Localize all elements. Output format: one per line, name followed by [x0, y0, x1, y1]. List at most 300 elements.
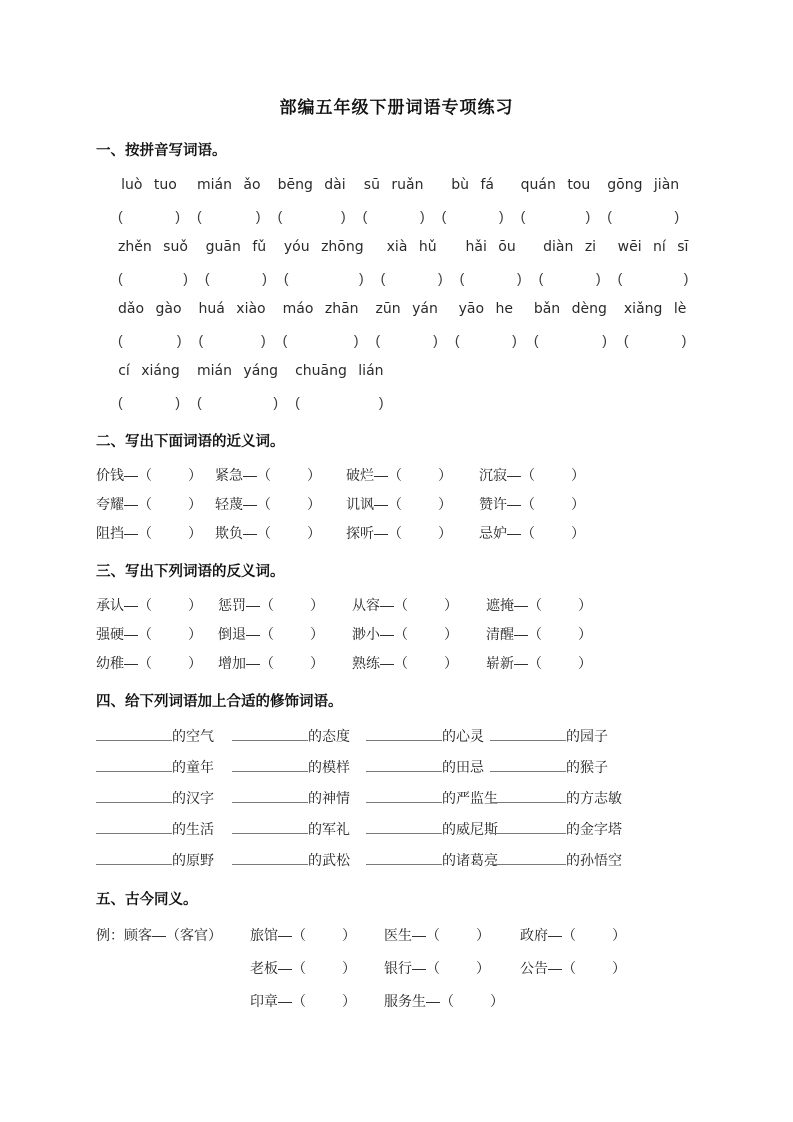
dash-paren-open: —（: [514, 597, 542, 613]
pinyin-text: mián ǎo: [197, 177, 261, 193]
word-item: [479, 519, 697, 548]
word-item: [250, 919, 384, 952]
word-item: [218, 649, 352, 678]
paren-open: (: [197, 208, 202, 224]
answer-blank: [284, 263, 364, 294]
answer-blank: [278, 201, 346, 232]
answer-blank-line: [490, 789, 566, 803]
paren-close: ）: [307, 496, 321, 512]
word-item: [215, 519, 346, 548]
answer-blank: [118, 387, 180, 418]
word-label: 的童年: [172, 759, 214, 775]
pinyin-cell: [618, 232, 689, 294]
pinyin-cell: [442, 170, 504, 232]
word-label: 的方志敏: [566, 790, 622, 806]
paren-close: ): [176, 332, 182, 348]
modifier-item: [366, 783, 498, 814]
section5-heading: 五、古今同义。: [96, 892, 198, 908]
word-item: [486, 620, 697, 649]
pinyin-text: mián yáng: [197, 363, 279, 379]
word-label: 价钱: [96, 467, 124, 483]
word-label: 熟练: [352, 655, 380, 671]
word-item: [346, 461, 479, 490]
modifier-item: [490, 721, 697, 752]
antonym-row-3: [96, 649, 697, 678]
antonym-row-1: [96, 591, 697, 620]
paren-close: ): [585, 208, 591, 224]
answer-blank: [363, 201, 425, 232]
section2-heading: 二、写出下面词语的近义词。: [96, 434, 285, 450]
word-label: 轻蔑: [215, 496, 243, 512]
paren-open: (: [197, 394, 202, 410]
modifier-item: [366, 721, 490, 752]
word-label: 的空气: [172, 728, 214, 744]
paren-close: ): [260, 332, 266, 348]
word-item: [250, 985, 384, 1018]
answer-blank-line: [232, 789, 308, 803]
pinyin-cell: [460, 232, 522, 294]
ancient-row-3: [250, 985, 697, 1018]
synonym-row-3: [96, 519, 697, 548]
dash-paren-open: —（: [380, 655, 408, 671]
word-item: [215, 461, 346, 490]
paren-close: ）: [444, 655, 458, 671]
dash-paren-open: —（: [507, 467, 535, 483]
paren-close: ): [602, 332, 607, 348]
dash-paren-open: —（: [514, 655, 542, 671]
word-label: 强硬: [96, 626, 124, 642]
answer-blank-line: [96, 820, 172, 834]
answer-blank-line: [96, 851, 172, 865]
pinyin-text: xià hǔ: [386, 239, 437, 255]
paren-open: (: [118, 332, 123, 348]
paren-close: ): [175, 208, 180, 224]
paren-open: (: [118, 208, 123, 224]
answer-blank-line: [96, 727, 172, 741]
paren-close: ): [273, 394, 279, 410]
paren-open: (: [118, 394, 123, 410]
answer-blank: [607, 201, 679, 232]
paren-open: (: [617, 270, 623, 286]
paren-open: (: [538, 270, 544, 286]
pinyin-cell: [539, 232, 601, 294]
word-label: 惩罚: [218, 597, 246, 613]
word-label: 忌妒: [479, 525, 507, 541]
pinyin-text: yóu zhōng: [283, 239, 364, 255]
pinyin-row-3: [96, 294, 697, 356]
paren-close: ）: [310, 626, 324, 642]
answer-blank-line: [232, 851, 308, 865]
paren-close: ）: [188, 655, 202, 671]
word-label: 讥讽: [346, 496, 374, 512]
paren-close: ）: [490, 993, 504, 1009]
word-label: 承认: [96, 597, 124, 613]
pinyin-text: bù fá: [451, 177, 495, 193]
dash-paren-open: —（: [124, 525, 152, 541]
modifier-row-5: [96, 845, 697, 876]
dash-paren-open: —（: [548, 960, 576, 976]
paren-close: ): [353, 332, 359, 348]
answer-blank: [624, 325, 686, 356]
modifier-item: [232, 845, 366, 876]
paren-close: ): [674, 208, 680, 224]
pinyin-cell: [197, 356, 278, 418]
word-label: 欺负: [215, 525, 243, 541]
pinyin-text: hǎi ōu: [465, 239, 516, 255]
word-label: 印章: [250, 993, 278, 1009]
dash-paren-open: —（: [374, 496, 402, 512]
dash-paren-open: —（: [374, 525, 402, 541]
word-item: [352, 649, 486, 678]
paren-close: ): [512, 332, 517, 348]
modifier-row-4: [96, 814, 697, 845]
pinyin-text: guān fǔ: [205, 239, 267, 255]
modifier-row-2: [96, 752, 697, 783]
paren-open: (: [282, 332, 288, 348]
answer-blank: [521, 201, 591, 232]
paren-close: ）: [188, 525, 202, 541]
word-item: [215, 490, 346, 519]
word-label: 的孙悟空: [566, 852, 622, 868]
word-label: 的军礼: [308, 821, 350, 837]
paren-close: ): [175, 394, 180, 410]
paren-close: ): [183, 270, 188, 286]
section3-heading: 三、写出下列词语的反义词。: [96, 564, 285, 580]
word-label: 的生活: [172, 821, 214, 837]
modifier-item: [96, 721, 232, 752]
pinyin-cell: [283, 294, 359, 356]
antonym-row-2: [96, 620, 697, 649]
pinyin-cell: [381, 232, 443, 294]
word-item: [479, 461, 697, 490]
paren-close: ）: [578, 655, 592, 671]
word-label: 的武松: [308, 852, 350, 868]
word-label: 阻挡: [96, 525, 124, 541]
modifier-item: [96, 845, 232, 876]
pinyin-text: bǎn dèng: [533, 301, 607, 317]
paren-open: (: [198, 332, 204, 348]
word-label: 的威尼斯: [442, 821, 498, 837]
pinyin-text: diàn zi: [543, 239, 597, 255]
word-item: [384, 952, 520, 985]
paren-close: ): [358, 270, 364, 286]
word-item: [486, 591, 697, 620]
answer-blank-line: [490, 727, 566, 741]
pinyin-text: yāo he: [458, 301, 514, 317]
dash-paren-open: —（: [124, 496, 152, 512]
word-item: [520, 952, 697, 985]
answer-blank: [534, 325, 607, 356]
paren-close: ）: [578, 626, 592, 642]
word-label: 的汉字: [172, 790, 214, 806]
paren-close: ）: [612, 927, 626, 943]
word-item: [250, 952, 384, 985]
dash-paren-open: —（: [246, 626, 274, 642]
word-item: [218, 591, 352, 620]
paren-open: (: [362, 208, 368, 224]
paren-close: ）: [188, 626, 202, 642]
answer-blank-line: [366, 820, 442, 834]
paren-close: ）: [342, 993, 356, 1009]
pinyin-text: máo zhān: [282, 301, 359, 317]
answer-blank: [118, 325, 182, 356]
answer-blank-line: [96, 758, 172, 772]
paren-close: ）: [310, 597, 324, 613]
pinyin-text: bēng dài: [277, 177, 346, 193]
paren-close: ）: [438, 496, 452, 512]
word-item: [346, 519, 479, 548]
answer-blank: [460, 263, 522, 294]
paren-open: (: [283, 270, 289, 286]
paren-close: ): [255, 208, 261, 224]
paren-close: ): [262, 270, 267, 286]
answer-blank-line: [490, 758, 566, 772]
word-label: 遮掩: [486, 597, 514, 613]
answer-blank: [381, 263, 443, 294]
synonym-row-1: [96, 461, 697, 490]
dash-paren-open: —（: [243, 525, 271, 541]
modifier-item: [232, 783, 366, 814]
pinyin-cell: [624, 294, 686, 356]
paren-open: (: [295, 394, 300, 410]
paren-close: ）: [307, 525, 321, 541]
word-item: [96, 519, 215, 548]
word-item: [96, 591, 218, 620]
modifier-item: [490, 783, 697, 814]
pinyin-cell: [199, 294, 266, 356]
word-label: 紧急: [215, 467, 243, 483]
paren-open: (: [375, 332, 381, 348]
answer-blank-line: [490, 851, 566, 865]
answer-blank: [455, 325, 517, 356]
paren-close: ): [340, 208, 346, 224]
word-label: 老板: [250, 960, 278, 976]
answer-blank: [199, 325, 266, 356]
dash-paren-open: —（: [124, 655, 152, 671]
ancient-row-1: [96, 919, 697, 952]
word-label: 从容: [352, 597, 380, 613]
dash-paren-open: —（: [243, 496, 271, 512]
modifier-item: [366, 845, 498, 876]
dash-paren-open: —（: [507, 525, 535, 541]
dash-paren-open: —（: [412, 927, 440, 943]
answer-blank: [118, 263, 188, 294]
paren-close: ): [437, 270, 443, 286]
word-label: 的金字塔: [566, 821, 622, 837]
paren-open: (: [204, 270, 210, 286]
paren-open: (: [607, 208, 612, 224]
paren-close: ): [516, 270, 522, 286]
dash-paren-open: —（: [124, 467, 152, 483]
paren-close: ）: [342, 960, 356, 976]
word-item: [96, 490, 215, 519]
paren-open: (: [533, 332, 539, 348]
pinyin-text: huá xiào: [198, 301, 266, 317]
dash-paren-open: —（: [246, 597, 274, 613]
pinyin-cell: [521, 170, 591, 232]
paren-close: ）: [188, 597, 202, 613]
answer-blank-line: [366, 851, 442, 865]
dash-paren-open: —（: [278, 927, 306, 943]
answer-blank: [618, 263, 689, 294]
word-item: [486, 649, 697, 678]
paren-open: (: [277, 208, 283, 224]
pinyin-cell: [607, 170, 679, 232]
paren-close: ）: [571, 525, 585, 541]
pinyin-cell: [118, 232, 188, 294]
answer-blank-line: [366, 789, 442, 803]
modifier-item: [96, 783, 232, 814]
word-label: 赞许: [479, 496, 507, 512]
pinyin-cell: [534, 294, 607, 356]
dash-paren-open: —（: [380, 626, 408, 642]
answer-blank-line: [366, 727, 442, 741]
pinyin-text: cí xiáng: [118, 363, 180, 379]
paren-close: ）: [307, 467, 321, 483]
paren-close: ): [498, 208, 504, 224]
paren-open: (: [380, 270, 386, 286]
answer-blank: [283, 325, 359, 356]
dash-paren-open: —（: [514, 626, 542, 642]
answer-blank: [376, 325, 438, 356]
paren-close: ）: [438, 525, 452, 541]
paren-close: ）: [188, 496, 202, 512]
pinyin-text: zūn yán: [375, 301, 438, 317]
paren-close: ): [433, 332, 438, 348]
dash-paren-open: —（: [412, 960, 440, 976]
word-label: 倒退: [218, 626, 246, 642]
word-label: 的猴子: [566, 759, 608, 775]
pinyin-cell: [295, 356, 383, 418]
answer-blank-line: [366, 758, 442, 772]
word-item: [352, 591, 486, 620]
paren-close: ）: [444, 597, 458, 613]
word-label: 增加: [218, 655, 246, 671]
word-label: 的原野: [172, 852, 214, 868]
word-label: 的心灵: [442, 728, 484, 744]
paren-close: ）: [571, 496, 585, 512]
paren-close: ）: [310, 655, 324, 671]
answer-blank: [197, 201, 261, 232]
word-label: 的模样: [308, 759, 350, 775]
word-label: 服务生: [384, 993, 426, 1009]
word-label: 的田忌: [442, 759, 484, 775]
pinyin-text: xiǎng lè: [623, 301, 687, 317]
answer-blank: [442, 201, 504, 232]
word-label: 清醒: [486, 626, 514, 642]
dash-paren-open: —（: [548, 927, 576, 943]
dash-paren-open: —（: [243, 467, 271, 483]
modifier-item: [490, 814, 697, 845]
paren-open: (: [118, 270, 123, 286]
pinyin-text: chuāng lián: [295, 363, 384, 379]
word-item: [520, 919, 697, 952]
pinyin-cell: [278, 170, 346, 232]
word-label: 医生: [384, 927, 412, 943]
paren-close: ）: [342, 927, 356, 943]
word-item: [96, 620, 218, 649]
word-label: 的神情: [308, 790, 350, 806]
dash-paren-open: —（: [278, 960, 306, 976]
modifier-item: [232, 814, 366, 845]
word-label: 渺小: [352, 626, 380, 642]
word-label: 银行: [384, 960, 412, 976]
paren-close: ）: [444, 626, 458, 642]
word-label: 夸耀: [96, 496, 124, 512]
pinyin-cell: [363, 170, 425, 232]
dash-paren-open: —（: [426, 993, 454, 1009]
dash-paren-open: —（: [374, 467, 402, 483]
paren-open: (: [459, 270, 465, 286]
dash-paren-open: —（: [507, 496, 535, 512]
answer-blank-line: [232, 820, 308, 834]
word-label: 的态度: [308, 728, 350, 744]
pinyin-row-4: [96, 356, 697, 418]
paren-close: ）: [476, 960, 490, 976]
paren-open: (: [623, 332, 629, 348]
word-item: [96, 461, 215, 490]
answer-blank: [539, 263, 601, 294]
word-label: 破烂: [346, 467, 374, 483]
modifier-row-1: [96, 721, 697, 752]
word-item: [218, 620, 352, 649]
pinyin-text: luò tuo: [121, 177, 177, 193]
word-label: 的严监生: [442, 790, 498, 806]
paren-open: (: [441, 208, 447, 224]
dash-paren-open: —（: [124, 626, 152, 642]
pinyin-text: sū ruǎn: [363, 177, 424, 193]
word-item: [346, 490, 479, 519]
section4-heading: 四、给下列词语加上合适的修饰词语。: [96, 694, 343, 710]
word-label: 的诸葛亮: [442, 852, 498, 868]
modifier-item: [232, 721, 366, 752]
pinyin-cell: [118, 170, 180, 232]
paren-close: ): [683, 270, 689, 286]
pinyin-text: gōng jiàn: [607, 177, 680, 193]
answer-blank-line: [232, 758, 308, 772]
modifier-item: [490, 845, 697, 876]
paren-close: ）: [438, 467, 452, 483]
word-label: 探听: [346, 525, 374, 541]
paren-open: (: [520, 208, 526, 224]
modifier-item: [366, 814, 498, 845]
modifier-item: [366, 752, 490, 783]
pinyin-text: zhěn suǒ: [118, 239, 188, 255]
pinyin-text: quán tou: [520, 177, 591, 193]
modifier-item: [96, 814, 232, 845]
word-item: [479, 490, 697, 519]
word-item: [96, 649, 218, 678]
pinyin-cell: [118, 294, 182, 356]
answer-blank-line: [96, 789, 172, 803]
pinyin-row-2: [96, 232, 697, 294]
pinyin-row-1: [96, 170, 697, 232]
answer-blank: [295, 387, 383, 418]
pinyin-cell: [455, 294, 517, 356]
pinyin-cell: [197, 170, 261, 232]
word-label: 公告: [520, 960, 548, 976]
paren-close: ): [419, 208, 425, 224]
dash-paren-open: —（: [278, 993, 306, 1009]
word-item: [384, 985, 520, 1018]
page-title: 部编五年级下册词语专项练习: [279, 98, 514, 117]
pinyin-text: wēi ní sī: [617, 239, 689, 255]
synonym-row-2: [96, 490, 697, 519]
word-item: [352, 620, 486, 649]
word-label: 的园子: [566, 728, 608, 744]
dash-paren-open: —（: [246, 655, 274, 671]
answer-blank: [205, 263, 267, 294]
